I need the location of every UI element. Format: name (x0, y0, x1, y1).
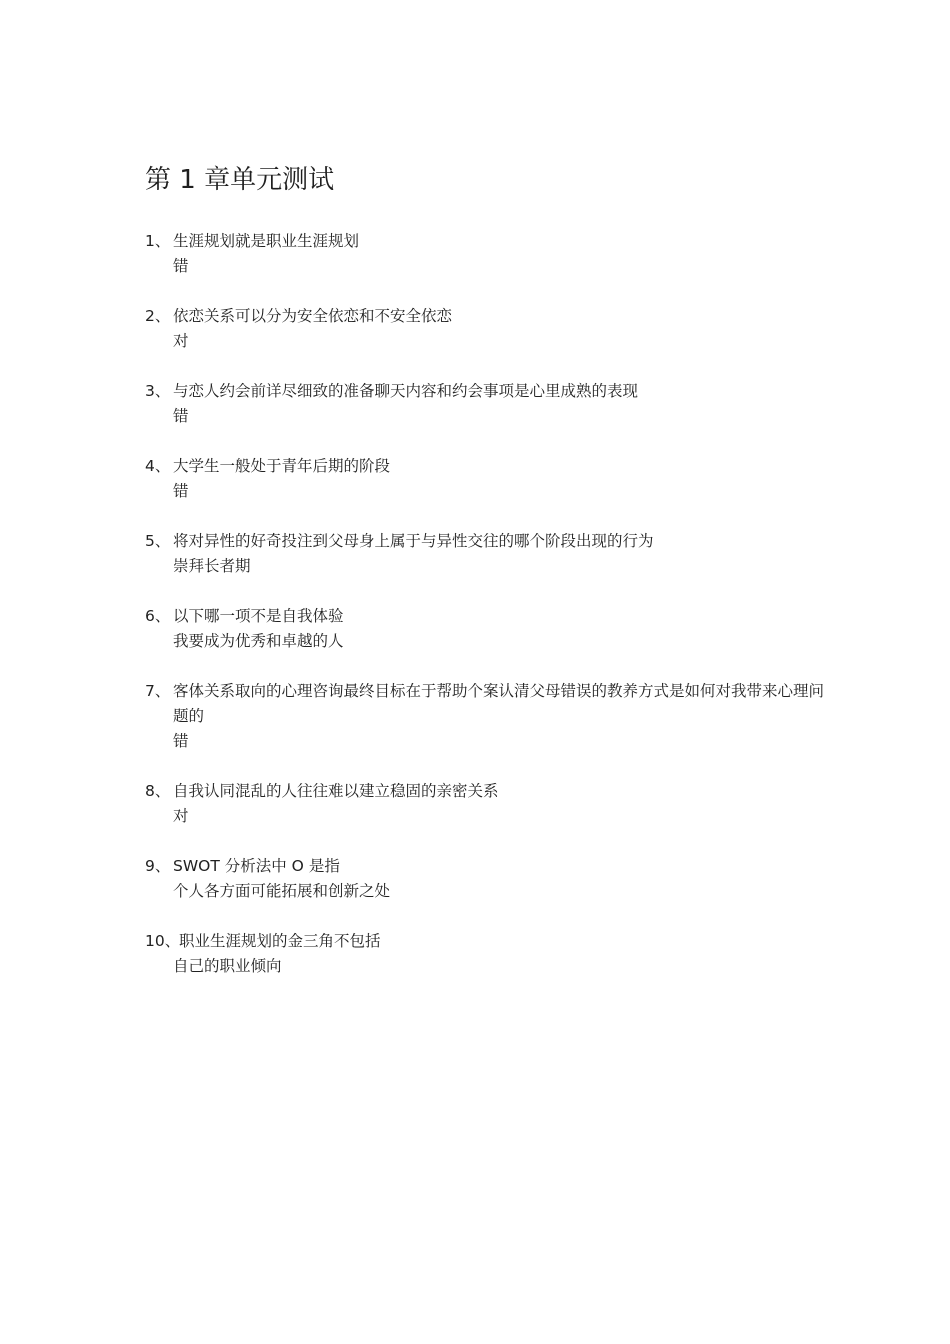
question-item (145, 529, 825, 579)
question-item (145, 679, 825, 754)
question-text: 客体关系取向的心理咨询最终目标在于帮助个案认清父母错误的教养方式是如何对我带来心理问题的 (173, 682, 825, 725)
question-item (145, 854, 825, 904)
answer-text: 对 (173, 807, 189, 825)
question-item (145, 454, 825, 504)
question-row (145, 604, 825, 629)
question-text: 依恋关系可以分为安全依恋和不安全依恋 (173, 307, 453, 325)
question-row (145, 929, 825, 954)
answer-text: 错 (173, 482, 189, 500)
answer-text: 我要成为优秀和卓越的人 (173, 632, 344, 650)
question-text: 自我认同混乱的人往往难以建立稳固的亲密关系 (173, 782, 499, 800)
question-row (145, 779, 825, 804)
question-number: 5、 (145, 532, 171, 550)
question-item (145, 779, 825, 829)
document-page (145, 162, 825, 1004)
question-list (145, 229, 825, 979)
question-item (145, 304, 825, 354)
question-number: 9、 (145, 857, 171, 875)
question-row (145, 854, 825, 879)
question-number: 2、 (145, 307, 171, 325)
question-row (145, 529, 825, 554)
question-number: 1、 (145, 232, 171, 250)
question-text: 职业生涯规划的金三角不包括 (179, 932, 381, 950)
question-number: 6、 (145, 607, 171, 625)
answer-text: 错 (173, 732, 189, 750)
question-text: 生涯规划就是职业生涯规划 (173, 232, 360, 250)
question-row (145, 304, 825, 329)
question-number: 10、 (145, 932, 181, 950)
question-text: 大学生一般处于青年后期的阶段 (173, 457, 391, 475)
answer-text: 错 (173, 257, 189, 275)
question-row (145, 379, 825, 404)
question-row (145, 229, 825, 254)
question-row (145, 454, 825, 479)
question-text: SWOT 分析法中 O 是指 (173, 857, 340, 875)
page-title: 第 1 章单元测试 (145, 165, 335, 195)
question-item (145, 229, 825, 279)
question-item (145, 604, 825, 654)
question-number: 7、 (145, 682, 171, 700)
answer-text: 个人各方面可能拓展和创新之处 (173, 882, 391, 900)
answer-text: 自己的职业倾向 (173, 957, 282, 975)
question-row (145, 679, 825, 729)
answer-text: 错 (173, 407, 189, 425)
answer-text: 崇拜长者期 (173, 557, 251, 575)
question-number: 4、 (145, 457, 171, 475)
question-number: 3、 (145, 382, 171, 400)
question-text: 以下哪一项不是自我体验 (173, 607, 344, 625)
answer-text: 对 (173, 332, 189, 350)
question-number: 8、 (145, 782, 171, 800)
question-text: 将对异性的好奇投注到父母身上属于与异性交往的哪个阶段出现的行为 (173, 532, 654, 550)
question-text: 与恋人约会前详尽细致的准备聊天内容和约会事项是心里成熟的表现 (173, 382, 639, 400)
question-item (145, 929, 825, 979)
question-item (145, 379, 825, 429)
